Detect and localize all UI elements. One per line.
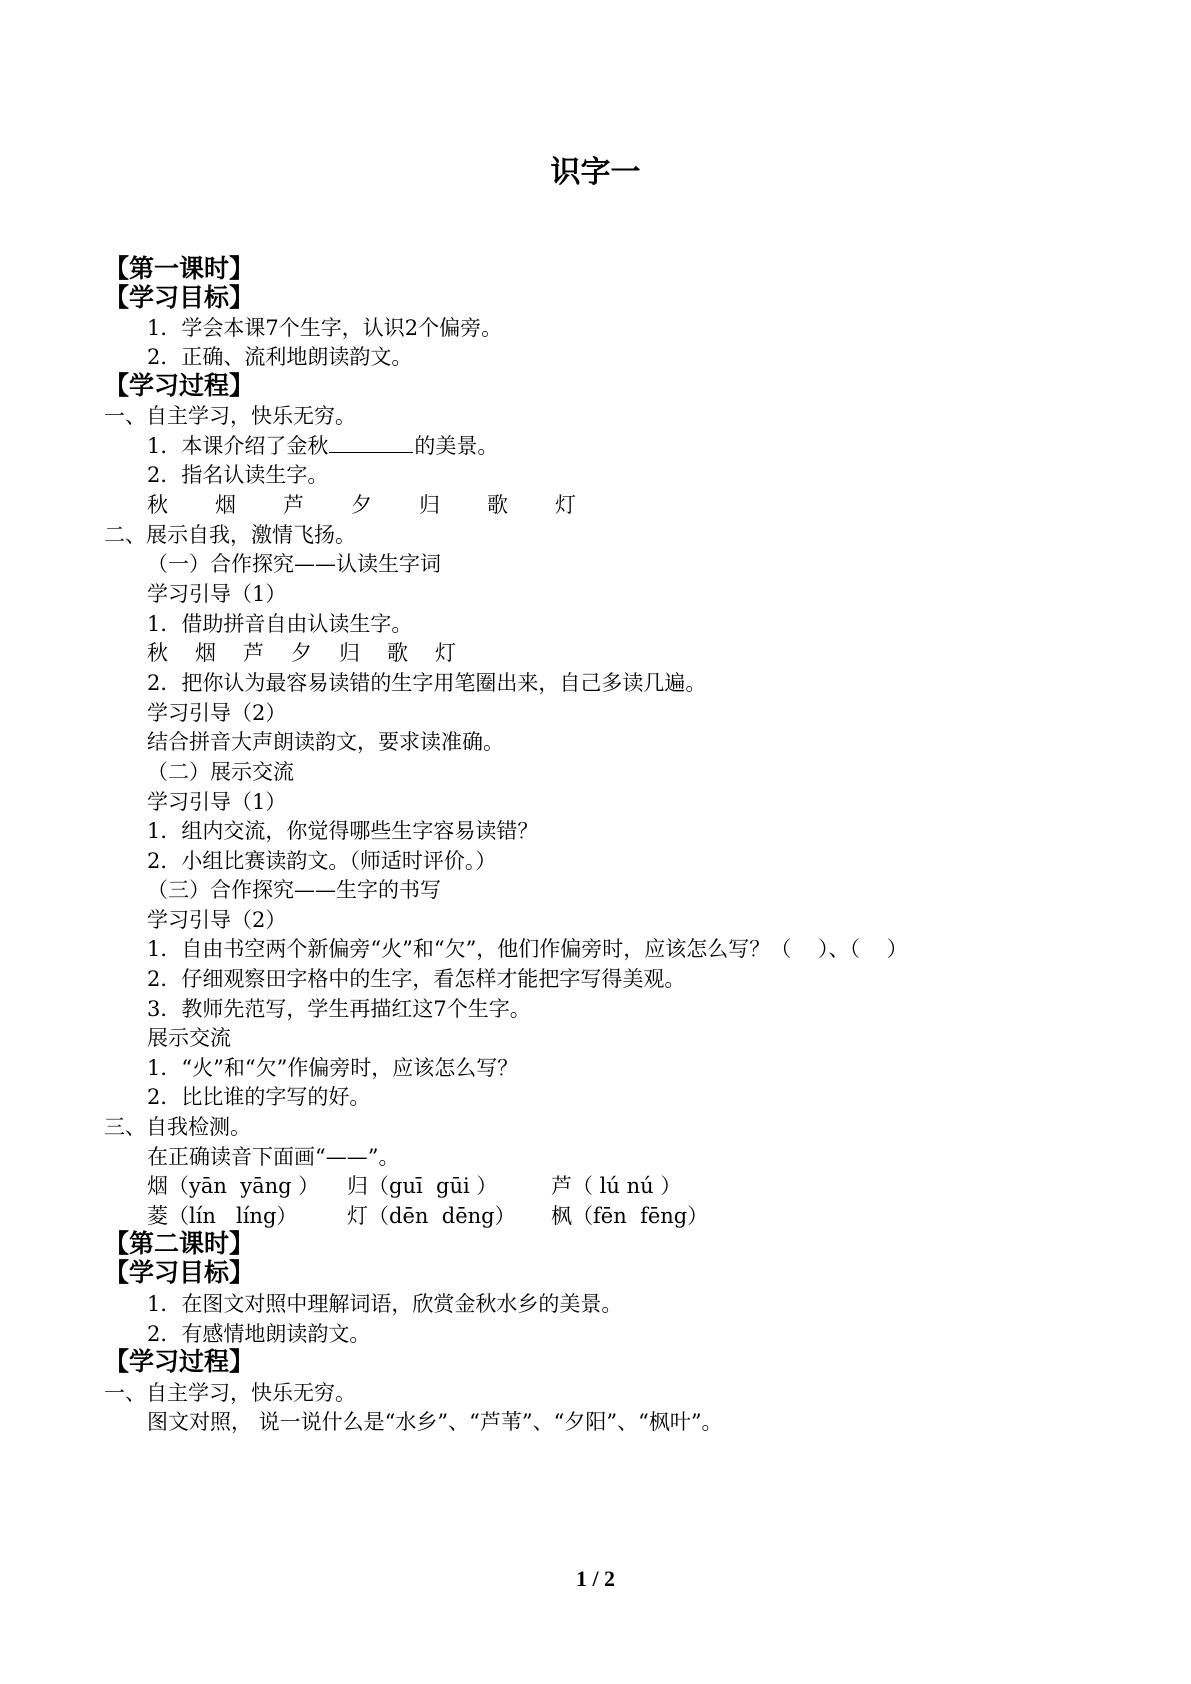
lesson1-part2-title: 二、展示自我，激情飞扬。	[104, 523, 356, 547]
lesson1-process-heading: 【学习过程】	[104, 371, 255, 400]
subsection-3: （三）合作探究——生字的书写	[147, 878, 441, 902]
lesson1-heading: 【第一课时】	[104, 254, 255, 283]
pinyin-item: 枫（fēn fēng）	[551, 1204, 709, 1228]
pinyin-item: 烟（yān yāng ）	[147, 1174, 320, 1198]
guide-2-item-1: 结合拼音大声朗读韵文，要求读准确。	[147, 730, 504, 754]
show-item-2: 2．比比谁的字写的好。	[147, 1085, 371, 1109]
lesson1-question-2: 2．指名认读生字。	[147, 463, 329, 487]
question-1-suffix: 的美景。	[414, 434, 499, 458]
show-item-1: 1．“火”和“欠”作偏旁时，应该怎么写？	[147, 1056, 519, 1080]
guide-4-item-2: 2．仔细观察田字格中的生字，看怎样才能把字写得美观。	[147, 967, 686, 991]
lesson1-goal-1: 1．学会本课7个生字，认识2个偏旁。	[147, 316, 503, 340]
character-row-wide	[147, 491, 623, 519]
lesson2-heading: 【第二课时】	[104, 1229, 255, 1258]
answer-blank[interactable]	[329, 432, 413, 453]
subsection-1: （一）合作探究——认读生字词	[147, 552, 441, 576]
subsection-2: （二）展示交流	[147, 760, 294, 784]
character: 夕	[351, 493, 372, 517]
document-title: 识字一	[550, 155, 641, 190]
page-number: 1 / 2	[575, 1566, 616, 1591]
lesson1-goals-heading: 【学习目标】	[104, 283, 255, 312]
character: 归	[419, 493, 440, 517]
guide-3-label: 学习引导（1）	[147, 790, 287, 814]
lesson2-part1-item-1: 图文对照， 说一说什么是“水乡”、“芦苇”、“夕阳”、“枫叶”。	[147, 1410, 723, 1434]
character: 歌	[487, 493, 508, 517]
guide-1-item-1: 1．借助拼音自由认读生字。	[147, 612, 413, 636]
guide-2-label: 学习引导（2）	[147, 701, 287, 725]
character: 芦	[243, 641, 264, 665]
lesson1-question-1	[147, 432, 498, 460]
character: 歌	[387, 641, 408, 665]
character: 灯	[435, 641, 456, 665]
show-label: 展示交流	[147, 1026, 231, 1050]
character: 归	[339, 641, 360, 665]
guide-3-item-1: 1．组内交流，你觉得哪些生字容易读错？	[147, 819, 539, 843]
character: 芦	[283, 493, 304, 517]
character: 灯	[555, 493, 576, 517]
character: 秋	[147, 641, 168, 665]
character: 烟	[215, 493, 236, 517]
lesson1-part1-title: 一、自主学习，快乐无穷。	[104, 404, 356, 428]
guide-4-label: 学习引导（2）	[147, 908, 287, 932]
character: 夕	[291, 641, 312, 665]
character: 秋	[147, 493, 168, 517]
test-instruction: 在正确读音下面画“——”。	[147, 1145, 400, 1169]
guide-1-label: 学习引导（1）	[147, 582, 287, 606]
lesson1-part3-title: 三、自我检测。	[104, 1115, 251, 1139]
pinyin-item: 芦（ lú nú ）	[551, 1174, 682, 1198]
question-1-prefix: 1．本课介绍了金秋	[147, 434, 329, 458]
lesson2-part1-title: 一、自主学习，快乐无穷。	[104, 1381, 356, 1405]
lesson2-goal-2: 2．有感情地朗读韵文。	[147, 1322, 371, 1346]
guide-3-item-2: 2．小组比赛读韵文。（师适时评价。）	[147, 849, 497, 873]
guide-4-item-3: 3．教师先范写，学生再描红这7个生字。	[147, 997, 531, 1021]
pinyin-item: 菱（lín líng）	[147, 1204, 298, 1228]
guide-1-item-2: 2．把你认为最容易读错的生字用笔圈出来，自己多读几遍。	[147, 671, 707, 695]
lesson2-goals-heading: 【学习目标】	[104, 1258, 255, 1287]
pinyin-item: 归（guī gūi ）	[347, 1174, 498, 1198]
character: 烟	[195, 641, 216, 665]
guide-4-item-1: 1．自由书空两个新偏旁“火”和“欠”，他们作偏旁时，应该怎么写？（ ）、（ ）	[147, 937, 908, 961]
lesson2-goal-1: 1．在图文对照中理解词语，欣赏金秋水乡的美景。	[147, 1292, 623, 1316]
character-row-narrow	[147, 639, 483, 667]
lesson1-goal-2: 2．正确、流利地朗读韵文。	[147, 345, 413, 369]
lesson2-process-heading: 【学习过程】	[104, 1347, 255, 1376]
pinyin-item: 灯（dēn dēng）	[347, 1204, 516, 1228]
